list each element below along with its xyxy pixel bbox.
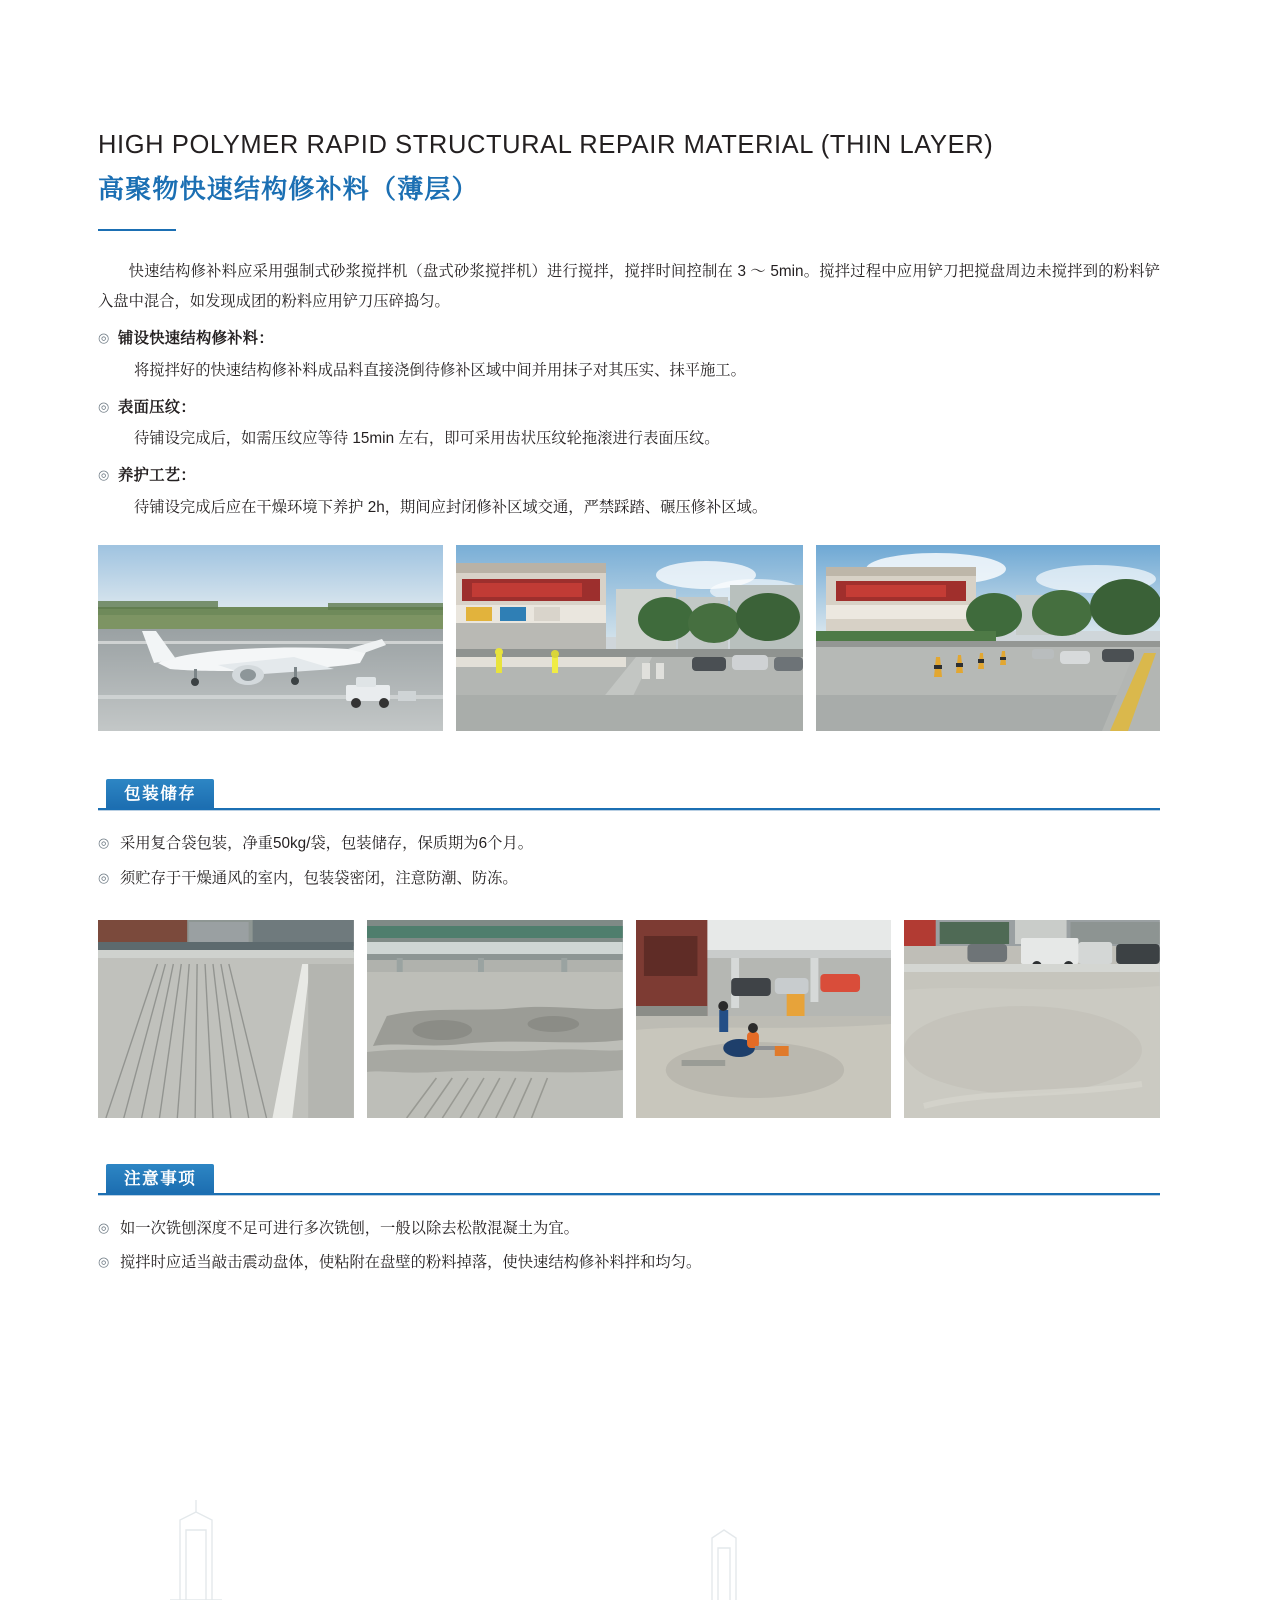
ring-bullet-icon: ◎ <box>98 869 110 885</box>
list-item-text: 如一次铣刨深度不足可进行多次铣刨，一般以除去松散混凝土为宜。 <box>120 1219 579 1237</box>
page-footer-decoration <box>0 1490 1287 1600</box>
textured-pavement-photo <box>98 920 354 1118</box>
title-divider <box>98 229 176 232</box>
list-item-text: 采用复合袋包装，净重50kg/袋，包装储存，保质期为6个月。 <box>120 834 534 852</box>
steps-list <box>98 324 1160 523</box>
step-detail: 待铺设完成后应在干燥环境下养护 2h，期间应封闭修补区域交通，严禁踩踏、碾压修补区域。 <box>134 499 768 517</box>
section-notes <box>98 1164 1160 1279</box>
section-tab-label: 包装储存 <box>106 779 214 809</box>
ring-bullet-icon: ◎ <box>98 398 110 414</box>
step-item <box>98 393 1160 423</box>
gas-station-work-photo <box>636 920 892 1118</box>
section-underline <box>98 1193 1160 1195</box>
list-item <box>98 864 1160 894</box>
section-body <box>98 829 1160 894</box>
section-header <box>98 779 1160 809</box>
section-header <box>98 1164 1160 1194</box>
page-title-chinese: 高聚物快速结构修补料（薄层） <box>98 173 479 204</box>
ring-bullet-icon: ◎ <box>98 1219 110 1235</box>
ring-bullet-icon: ◎ <box>98 834 110 850</box>
list-item-text: 须贮存于干燥通风的室内，包装袋密闭，注意防潮、防冻。 <box>120 869 518 887</box>
intro-paragraph: 快速结构修补料应采用强制式砂浆搅拌机（盘式砂浆搅拌机）进行搅拌，搅拌时间控制在 3 ～ 5min。搅拌过程中应用铲刀把搅盘周边未搅拌到的粉料铲入盘中混合，如发现成团的粉料应用铲刀压碎捣匀。 <box>98 263 1160 311</box>
list-item-text: 搅拌时应适当敲击震动盘体，使粘附在盘壁的粉料掉落，使快速结构修补料拌和均匀。 <box>120 1254 702 1272</box>
step-item <box>98 461 1160 491</box>
list-item <box>98 1214 1160 1244</box>
step-title: 铺设快速结构修补料： <box>118 329 274 347</box>
road-cones-photo <box>816 545 1160 731</box>
gallery-top <box>98 545 1160 731</box>
step-title: 表面压纹： <box>118 398 196 416</box>
step-detail: 将搅拌好的快速结构修补料成品料直接浇倒待修补区域中间并用抹子对其压实、抹平施工。 <box>134 361 746 379</box>
gallery-packaging <box>98 920 1160 1118</box>
finished-pavement-photo <box>904 920 1160 1118</box>
ring-bullet-icon: ◎ <box>98 467 110 483</box>
damaged-road-photo <box>367 920 623 1118</box>
list-item <box>98 1248 1160 1278</box>
list-item <box>98 829 1160 859</box>
step-item <box>98 324 1160 354</box>
section-body <box>98 1214 1160 1279</box>
step-detail: 待铺设完成后，如需压纹应等待 15min 左右，即可采用齿状压纹轮拖滚进行表面压纹。 <box>134 430 720 448</box>
page-content <box>98 130 1160 1278</box>
page-title-english: HIGH POLYMER RAPID STRUCTURAL REPAIR MATERIAL (THIN LAYER) <box>98 131 994 159</box>
street-repair-photo <box>456 545 803 731</box>
section-packaging <box>98 779 1160 1118</box>
step-title: 养护工艺： <box>118 467 196 485</box>
ring-bullet-icon: ◎ <box>98 329 110 345</box>
section-tab-label: 注意事项 <box>106 1164 214 1194</box>
ring-bullet-icon: ◎ <box>98 1254 110 1270</box>
airport-runway-photo <box>98 545 443 731</box>
section-underline <box>98 808 1160 810</box>
